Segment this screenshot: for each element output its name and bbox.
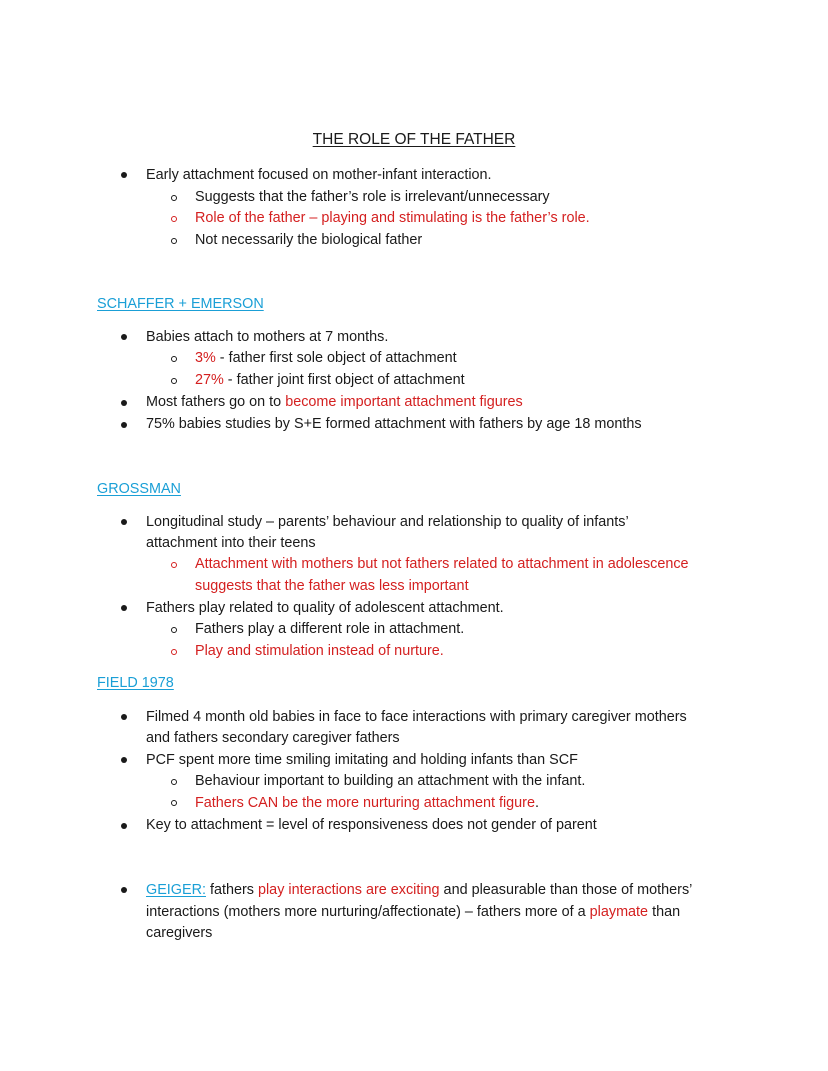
page-title: THE ROLE OF THE FATHER (312, 131, 516, 148)
field-point: Key to attachment = level of responsiveness does not gender of parent (146, 817, 597, 833)
highlight-text: Fathers CAN be the more nurturing attachment figure (195, 795, 535, 811)
schaffer-point (146, 392, 523, 414)
field-point: PCF spent more time smiling imitating and holding infants than SCF (146, 752, 578, 768)
field-subpoint (195, 793, 539, 815)
text: and pleasurable than those of mothers’ (439, 882, 693, 898)
highlight-text: become important attachment figures (285, 394, 523, 410)
bullet-icon (121, 519, 127, 525)
grossman-subpoint: Fathers play a different role in attachment. (195, 621, 465, 637)
stat-percent: 27% (195, 372, 224, 388)
grossman-point-cont: attachment into their teens (146, 535, 316, 551)
grossman-subpoint: Play and stimulation instead of nurture. (195, 643, 444, 659)
bullet-icon (121, 172, 127, 178)
sub-bullet-icon (171, 562, 177, 568)
schaffer-point: 75% babies studies by S+E formed attachment with fathers by age 18 months (146, 416, 642, 432)
bullet-icon (121, 334, 127, 340)
sub-bullet-icon (171, 195, 177, 201)
section-heading-field: FIELD 1978 (97, 675, 174, 691)
sub-bullet-icon (171, 238, 177, 244)
stat-text: - father first sole object of attachment (215, 350, 457, 366)
text: Most fathers go on to (146, 394, 286, 410)
text: . (534, 795, 539, 811)
section-heading-schaffer: SCHAFFER + EMERSON (97, 296, 264, 312)
geiger-point-cont: caregivers (146, 925, 213, 941)
bullet-icon (121, 757, 127, 763)
sub-bullet-icon (171, 627, 177, 633)
schaffer-point: Babies attach to mothers at 7 months. (146, 329, 389, 345)
bullet-icon (121, 400, 127, 406)
geiger-point-cont (146, 902, 680, 924)
grossman-point: Longitudinal study – parents’ behaviour and relationship to quality of infants’ (146, 514, 629, 530)
text: interactions (mothers more nurturing/affectionate) – fathers more of a (146, 904, 590, 920)
field-point: Filmed 4 month old babies in face to face interactions with primary caregiver mothers (146, 709, 687, 725)
sub-bullet-icon (171, 649, 177, 655)
intro-point: Early attachment focused on mother-infant interaction. (146, 167, 492, 183)
section-heading-grossman: GROSSMAN (97, 481, 181, 497)
schaffer-subpoint (195, 348, 457, 370)
intro-subpoint: Suggests that the father’s role is irrelevant/unnecessary (195, 189, 550, 205)
bullet-icon (121, 605, 127, 611)
highlight-text: playmate (589, 904, 649, 920)
stat-text: - father joint first object of attachment (223, 372, 465, 388)
grossman-subpoint-cont: suggests that the father was less important (195, 578, 469, 594)
text: than (648, 904, 681, 920)
field-subpoint: Behaviour important to building an attachment with the infant. (195, 773, 586, 789)
geiger-heading: GEIGER: (146, 882, 206, 898)
bullet-icon (121, 422, 127, 428)
highlight-text: play interactions are exciting (257, 882, 440, 898)
bullet-icon (121, 887, 127, 893)
bullet-icon (121, 714, 127, 720)
bullet-icon (121, 823, 127, 829)
grossman-point: Fathers play related to quality of adolescent attachment. (146, 600, 504, 616)
intro-subpoint: Role of the father – playing and stimulating is the father’s role. (195, 210, 590, 226)
intro-subpoint: Not necessarily the biological father (195, 232, 423, 248)
sub-bullet-icon (171, 800, 177, 806)
field-point-cont: and fathers secondary caregiver fathers (146, 730, 400, 746)
grossman-subpoint: Attachment with mothers but not fathers related to attachment in adolescence (195, 556, 689, 572)
schaffer-subpoint (195, 370, 465, 392)
sub-bullet-icon (171, 779, 177, 785)
sub-bullet-icon (171, 378, 177, 384)
sub-bullet-icon (171, 356, 177, 362)
stat-percent: 3% (195, 350, 216, 366)
sub-bullet-icon (171, 216, 177, 222)
geiger-point (146, 880, 692, 902)
text: fathers (205, 882, 258, 898)
